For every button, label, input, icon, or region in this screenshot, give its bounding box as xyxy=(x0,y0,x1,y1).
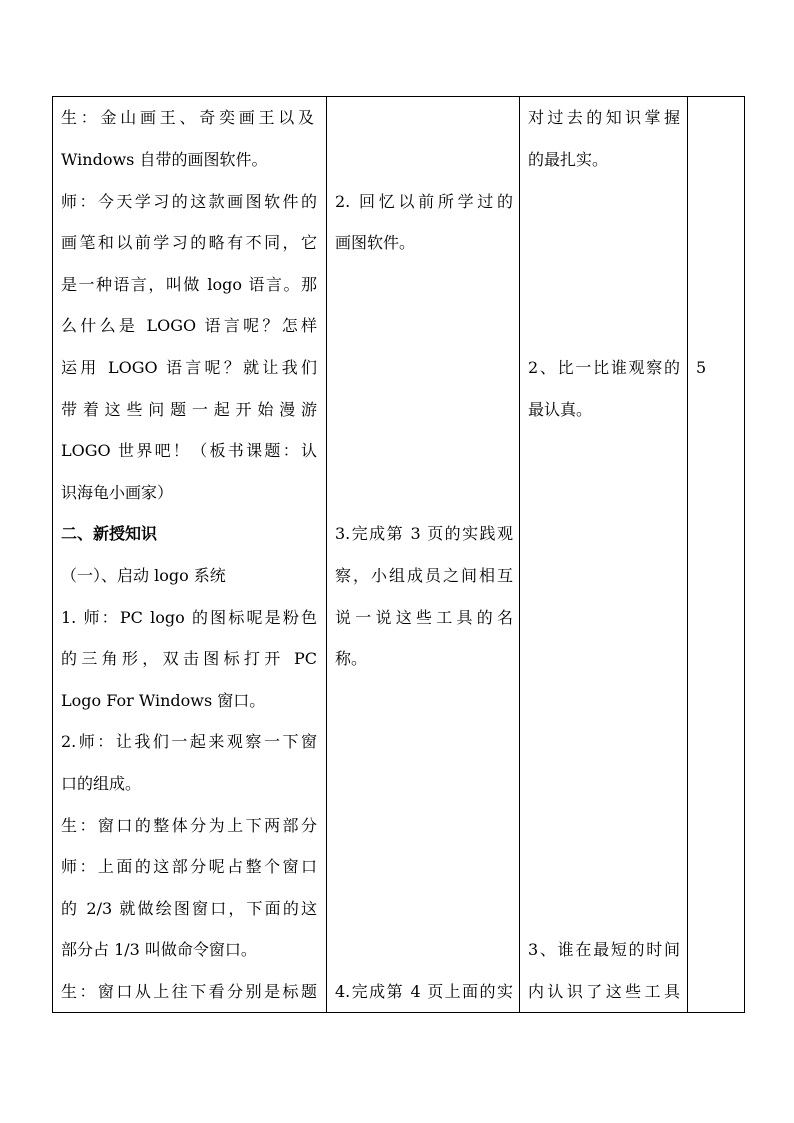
text-line: 生：金山画王、奇奕画王以及 xyxy=(61,108,314,127)
student-activity-cell xyxy=(327,97,520,1013)
text-line: 1. 师：PC logo 的图标呢是粉色 xyxy=(61,608,317,627)
text-line: 3.完成第 3 页的实践观 xyxy=(335,524,513,543)
text-line: 的最扎实。 xyxy=(528,150,609,169)
text-line: 内认识了这些工具 xyxy=(528,982,680,1001)
text-line: 是一种语言，叫做 logo 语言。那 xyxy=(61,275,317,294)
text-line: 部分占 1/3 叫做命令窗口。 xyxy=(61,940,257,959)
text-line: 的 2/3 就做绘图窗口，下面的这 xyxy=(61,899,317,918)
text-line: 生：窗口从上往下看分别是标题 xyxy=(61,982,317,1001)
text-line: 的三角形，双击图标打开 PC xyxy=(61,649,317,668)
text-line: （一）、启动 logo 系统 xyxy=(61,566,226,585)
text-line: Logo For Windows 窗口。 xyxy=(61,691,266,710)
text-line: 么什么是 LOGO 语言呢？怎样 xyxy=(61,316,317,335)
text-line: 2.师：让我们一起来观察一下窗 xyxy=(61,732,317,751)
text-line: 2. 回忆以前所学过的 xyxy=(335,192,513,211)
text-line: 3、谁在最短的时间 xyxy=(528,940,680,959)
time-value: 5 xyxy=(696,358,707,377)
text-line: 师：今天学习的这款画图软件的 xyxy=(61,192,317,211)
text-line: LOGO 世界吧！（板书课题：认 xyxy=(61,441,317,460)
text-line: Windows 自带的画图软件。 xyxy=(61,150,268,169)
teacher-activity-cell xyxy=(53,97,327,1013)
text-line: 察，小组成员之间相互 xyxy=(335,566,513,585)
text-line: 最认真。 xyxy=(528,400,593,419)
text-line: 带着这些问题一起开始漫游 xyxy=(61,400,317,419)
section-heading: 二、新授知识 xyxy=(61,524,158,543)
text-line: 4.完成第 4 页上面的实 xyxy=(335,982,513,1001)
text-line: 运用 LOGO 语言呢？就让我们 xyxy=(61,358,317,377)
text-line: 画笔和以前学习的略有不同，它 xyxy=(61,233,317,252)
text-line: 画图软件。 xyxy=(335,233,416,252)
text-line: 称。 xyxy=(335,649,368,668)
text-line: 口的组成。 xyxy=(61,774,142,793)
lesson-plan-table xyxy=(52,96,745,1013)
text-line: 说一说这些工具的名 xyxy=(335,608,513,627)
text-line: 2、比一比谁观察的 xyxy=(528,358,680,377)
time-cell xyxy=(688,97,745,1013)
design-intent-cell xyxy=(520,97,688,1013)
text-line: 生：窗口的整体分为上下两部分 xyxy=(61,816,317,835)
text-line: 师：上面的这部分呢占整个窗口 xyxy=(61,857,317,876)
text-line: 对过去的知识掌握 xyxy=(528,108,680,127)
text-line: 识海龟小画家） xyxy=(61,483,174,502)
table-row xyxy=(53,97,745,1013)
